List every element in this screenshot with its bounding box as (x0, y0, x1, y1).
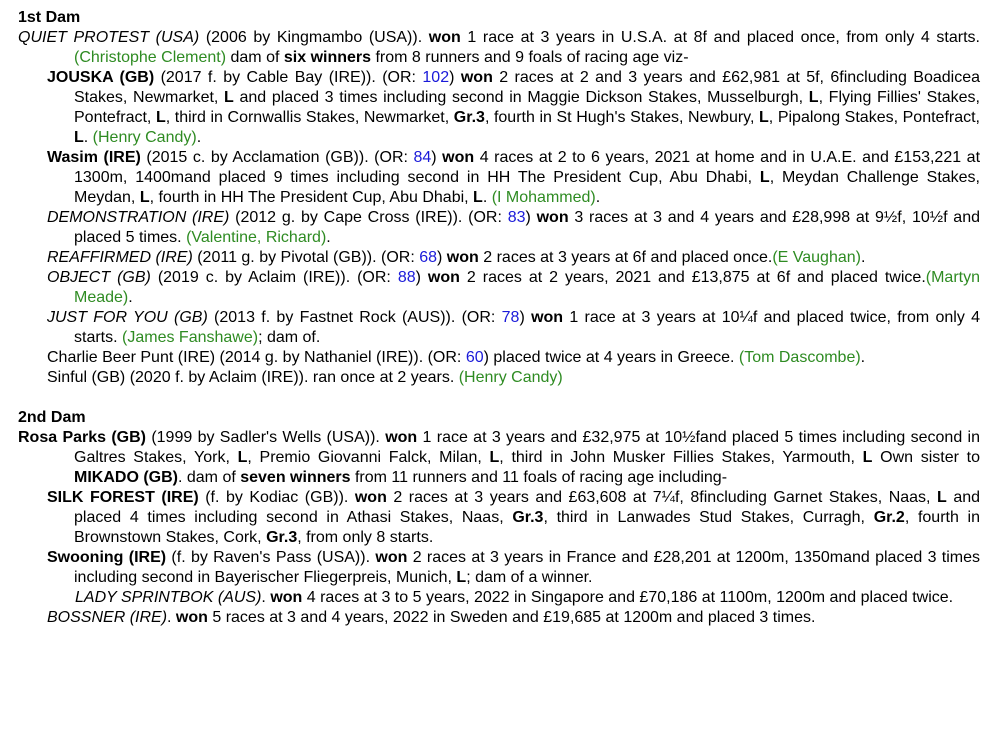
offspring-entry-jouska: JOUSKA (GB) (2017 f. by Cable Bay (IRE)). (OR: 102) won 2 races at 2 and 3 years and £62,981 at 5f, 6fincluding Boadicea Stakes, Newmarket, L and placed 3 times including second in Maggie Dickson Stakes, Musselburgh, L, Flying Fillies' Stakes, Pontefract, L, third in Cornwallis Stakes, Newmarket, Gr.3, fourth in St Hugh's Stakes, Newbury, L, Pipalong Stakes, Pontefract, L. (Henry Candy). (47, 69, 981, 146)
trainer-name: (I Mohammed) (491, 189, 596, 206)
offspring-entry-lady-sprintbok: LADY SPRINTBOK (AUS). won 4 races at 3 to 5 years, 2022 in Singapore and £70,186 at 1100m, 1200m and placed twice. (75, 589, 954, 606)
horse-name: Charlie Beer Punt (IRE) (47, 349, 216, 366)
horse-name: Rosa Parks (GB) (18, 429, 147, 446)
trainer-name: (Henry Candy) (92, 129, 197, 146)
offspring-entry-reaffirmed: REAFFIRMED (IRE) (2011 g. by Pivotal (GB)). (OR: 68) won 2 races at 3 years at 6f and placed once.(E Vaughan). (47, 249, 866, 266)
trainer-name: (Valentine, Richard) (186, 229, 327, 246)
offspring-entry-demonstration: DEMONSTRATION (IRE) (2012 g. by Cape Cross (IRE)). (OR: 83) won 3 races at 3 and 4 years and £28,998 at 9½f, 10½f and placed 5 times. (Valentine, Richard). (47, 209, 981, 246)
offspring-entry-object: OBJECT (GB) (2019 c. by Aclaim (IRE)). (OR: 88) won 2 races at 2 years, 2021 and £13,875 at 6f and placed twice.(Martyn Meade). (47, 269, 980, 306)
official-rating: 84 (413, 149, 432, 166)
offspring-entry-sinful: Sinful (GB) (2020 f. by Aclaim (IRE)). ran once at 2 years. (Henry Candy) (47, 369, 563, 386)
horse-name: LADY SPRINTBOK (AUS) (75, 589, 262, 606)
horse-name: BOSSNER (IRE) (47, 609, 168, 626)
dam-entry-rosa-parks: Rosa Parks (GB) (1999 by Sadler's Wells (USA)). won 1 race at 3 years and £32,975 at 10½fand placed 5 times including second in Galtres Stakes, York, L, Premio Giovanni Falck, Milan, L, third in John Musker Fillies Stakes, Yarmouth, L Own sister to MIKADO (GB). dam of seven winners from 11 runners and 11 foals of racing age including- (18, 429, 981, 486)
offspring-entry-just-for-you: JUST FOR YOU (GB) (2013 f. by Fastnet Rock (AUS)). (OR: 78) won 1 race at 3 years at 10¼f and placed twice, from only 4 starts. (James Fanshawe); dam of. (47, 309, 981, 346)
dam-entry-quiet-protest: QUIET PROTEST (USA) (2006 by Kingmambo (USA)). won 1 race at 3 years in U.S.A. at 8f and placed once, from only 4 starts. (Christophe Clement) dam of six winners from 8 runners and 9 foals of racing age viz- (18, 29, 980, 66)
offspring-entry-charlie-beer-punt: Charlie Beer Punt (IRE) (2014 g. by Nathaniel (IRE)). (OR: 60) placed twice at 4 years in Greece. (Tom Dascombe). (47, 349, 866, 366)
horse-name: Swooning (IRE) (47, 549, 167, 566)
horse-name: SILK FOREST (IRE) (47, 489, 199, 506)
section-title-2nd-dam: 2nd Dam (18, 409, 86, 426)
trainer-name: (Martyn Meade) (74, 269, 980, 306)
horse-name: Sinful (GB) (47, 369, 126, 386)
section-title-1st-dam: 1st Dam (18, 9, 81, 26)
trainer-name: (Henry Candy) (458, 369, 563, 386)
trainer-name: (Christophe Clement) (74, 49, 227, 66)
horse-name: OBJECT (GB) (47, 269, 151, 286)
official-rating: 60 (465, 349, 484, 366)
horse-name: JOUSKA (GB) (47, 69, 155, 86)
horse-name: QUIET PROTEST (USA) (18, 29, 200, 46)
section-spacer (18, 388, 980, 408)
official-rating: 78 (501, 309, 520, 326)
trainer-name: (James Fanshawe) (122, 329, 259, 346)
horse-name: REAFFIRMED (IRE) (47, 249, 193, 266)
horse-name: DEMONSTRATION (IRE) (47, 209, 230, 226)
horse-name: Wasim (IRE) (47, 149, 141, 166)
official-rating: 83 (507, 209, 526, 226)
offspring-entry-swooning: Swooning (IRE) (f. by Raven's Pass (USA)). won 2 races at 3 years in France and £28,201 at 1200m, 1350mand placed 3 times including second in Bayerischer Fliegerpreis, Munich, L; dam of a winner. (47, 549, 981, 586)
official-rating: 68 (419, 249, 438, 266)
official-rating: 102 (422, 69, 450, 86)
offspring-entry-wasim: Wasim (IRE) (2015 c. by Acclamation (GB)). (OR: 84) won 4 races at 2 to 6 years, 2021 at home and in U.A.E. and £153,221 at 1300m, 1400mand placed 9 times including second in HH The President Cup, Abu Dhabi, L, Meydan Challenge Stakes, Meydan, L, fourth in HH The President Cup, Abu Dhabi, L. (I Mohammed). (47, 149, 981, 206)
horse-name: JUST FOR YOU (GB) (47, 309, 208, 326)
trainer-name: (Tom Dascombe) (738, 349, 861, 366)
offspring-entry-bossner: BOSSNER (IRE). won 5 races at 3 and 4 years, 2022 in Sweden and £19,685 at 1200m and placed 3 times. (47, 609, 816, 626)
official-rating: 88 (397, 269, 416, 286)
offspring-entry-silk-forest: SILK FOREST (IRE) (f. by Kodiac (GB)). won 2 races at 3 years and £63,608 at 7¼f, 8fincluding Garnet Stakes, Naas, L and placed 4 times including second in Athasi Stakes, Naas, Gr.3, third in Lanwades Stud Stakes, Curragh, Gr.2, fourth in Brownstown Stakes, Cork, Gr.3, from only 8 starts. (47, 489, 981, 546)
trainer-name: (E Vaughan) (772, 249, 861, 266)
